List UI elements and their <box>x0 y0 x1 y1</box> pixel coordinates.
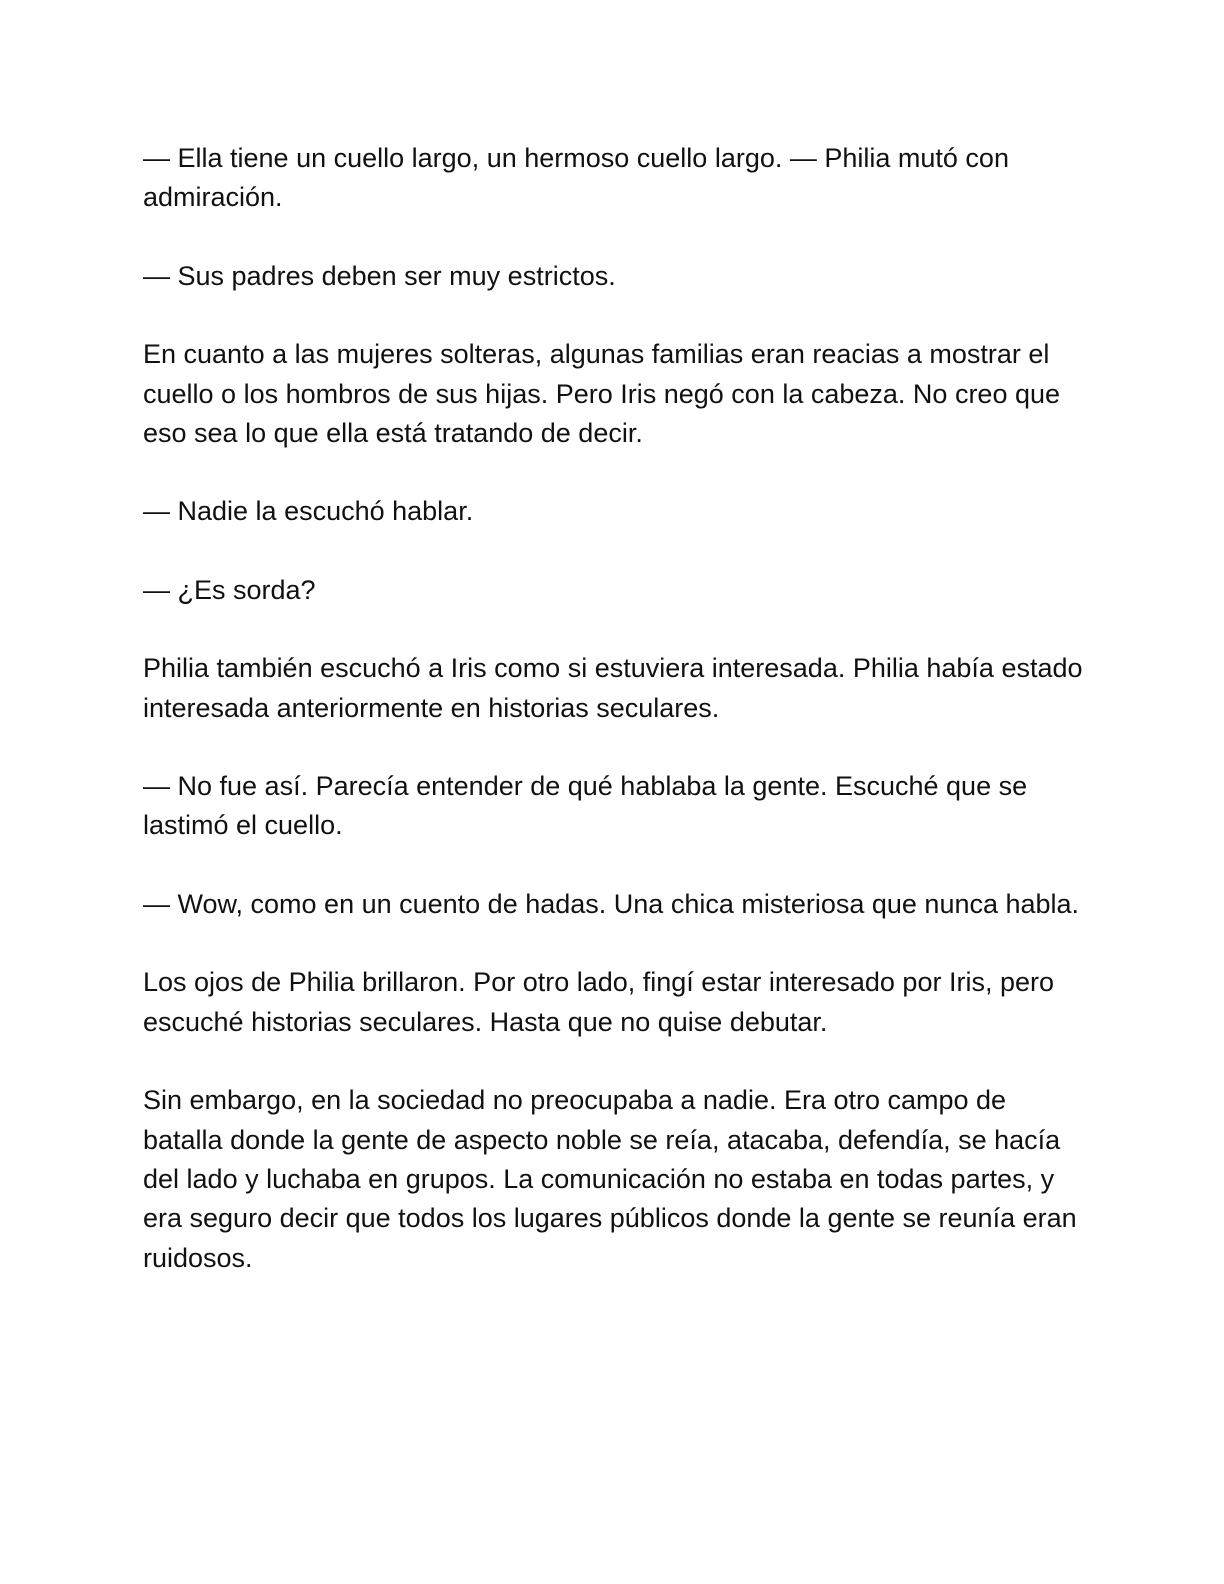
paragraph: — ¿Es sorda? <box>143 574 316 605</box>
document-body <box>143 139 1083 1278</box>
paragraph: — No fue así. Parecía entender de qué hablaba la gente. Escuché que se lastimó el cuello. <box>143 771 1028 841</box>
paragraph: — Ella tiene un cuello largo, un hermoso cuello largo. — Philia mutó con admiración. <box>143 143 1009 213</box>
paragraph: Sin embargo, en la sociedad no preocupaba a nadie. Era otro campo de batalla donde la gente de aspecto noble se reía, atacaba, defendía, se hacía del lado y luchaba en grupos. La comunicación no estaba en todas partes, y era seguro decir que todos los lugares públicos donde la gente se reunía eran ruidosos. <box>143 1085 1077 1273</box>
paragraph: — Wow, como en un cuento de hadas. Una chica misteriosa que nunca habla. <box>143 888 1080 919</box>
paragraph: — Sus padres deben ser muy estrictos. <box>143 260 616 291</box>
paragraph: En cuanto a las mujeres solteras, algunas familias eran reacias a mostrar el cuello o los hombros de sus hijas. Pero Iris negó con la cabeza. No creo que eso sea lo que ella está tratando de decir. <box>143 339 1061 449</box>
paragraph: Philia también escuchó a Iris como si estuviera interesada. Philia había estado interesada anteriormente en historias seculares. <box>143 653 1083 723</box>
paragraph: — Nadie la escuchó hablar. <box>143 496 474 527</box>
paragraph: Los ojos de Philia brillaron. Por otro lado, fingí estar interesado por Iris, pero escuché historias seculares. Hasta que no quise debutar. <box>143 967 1054 1037</box>
